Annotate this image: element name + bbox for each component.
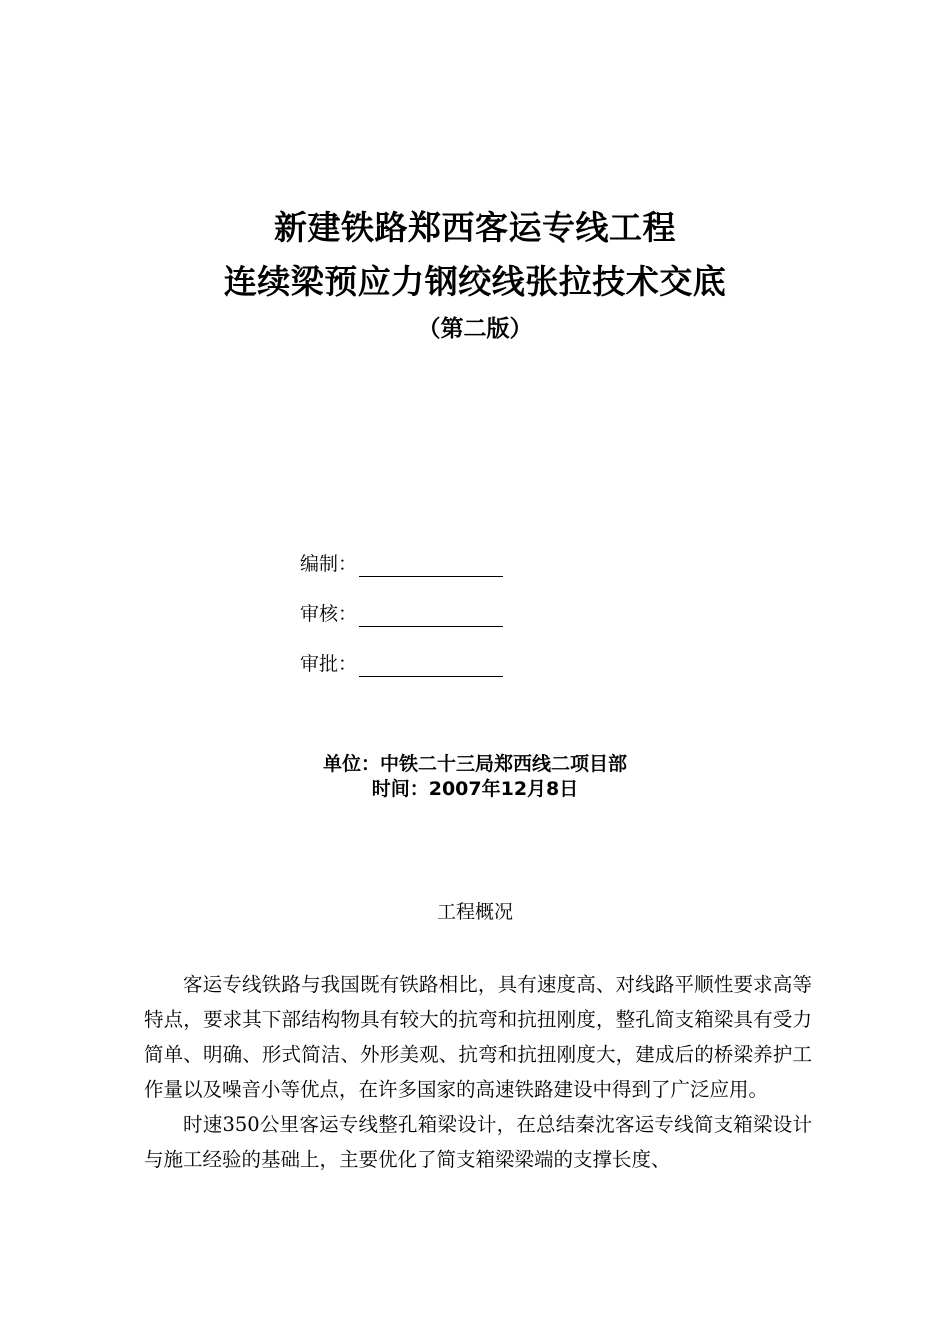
body-paragraph: 时速350公里客运专线整孔箱梁设计，在总结秦沈客运专线简支箱梁设计与施工经验的基础上，主要优化了简支箱梁梁端的支撑长度、 xyxy=(144,1113,812,1171)
compiled-by-row xyxy=(300,551,503,577)
reviewed-by-row xyxy=(300,601,503,627)
document-edition: （第二版） xyxy=(417,316,533,342)
reviewed-by-signature-line xyxy=(359,606,503,627)
document-title-line-2: 连续梁预应力钢绞线张拉技术交底 xyxy=(223,262,727,301)
body-paragraph: 客运专线铁路与我国既有铁路相比，具有速度高、对线路平顺性要求高等特点，要求其下部结构物具有较大的抗弯和抗扭刚度，整孔简支箱梁具有受力简单、明确、形式简洁、外形美观、抗弯和抗扭刚度大，建成后的桥梁养护工作量以及噪音小等优点，在许多国家的高速铁路建设中得到了广泛应用。 xyxy=(144,973,812,1101)
section-body xyxy=(144,967,812,1177)
organization-unit: 单位：中铁二十三局郑西线二项目部 xyxy=(322,753,627,775)
approved-by-row xyxy=(300,651,503,677)
approved-by-signature-line xyxy=(359,656,503,677)
approved-by-label: 审批： xyxy=(300,653,358,675)
document-title-line-1: 新建铁路郑西客运专线工程 xyxy=(274,208,676,247)
reviewed-by-label: 审核： xyxy=(300,603,358,625)
compiled-by-signature-line xyxy=(359,556,503,577)
compiled-by-label: 编制： xyxy=(300,553,358,575)
section-heading: 工程概况 xyxy=(436,901,513,923)
document-date: 时间：2007年12月8日 xyxy=(371,778,579,800)
